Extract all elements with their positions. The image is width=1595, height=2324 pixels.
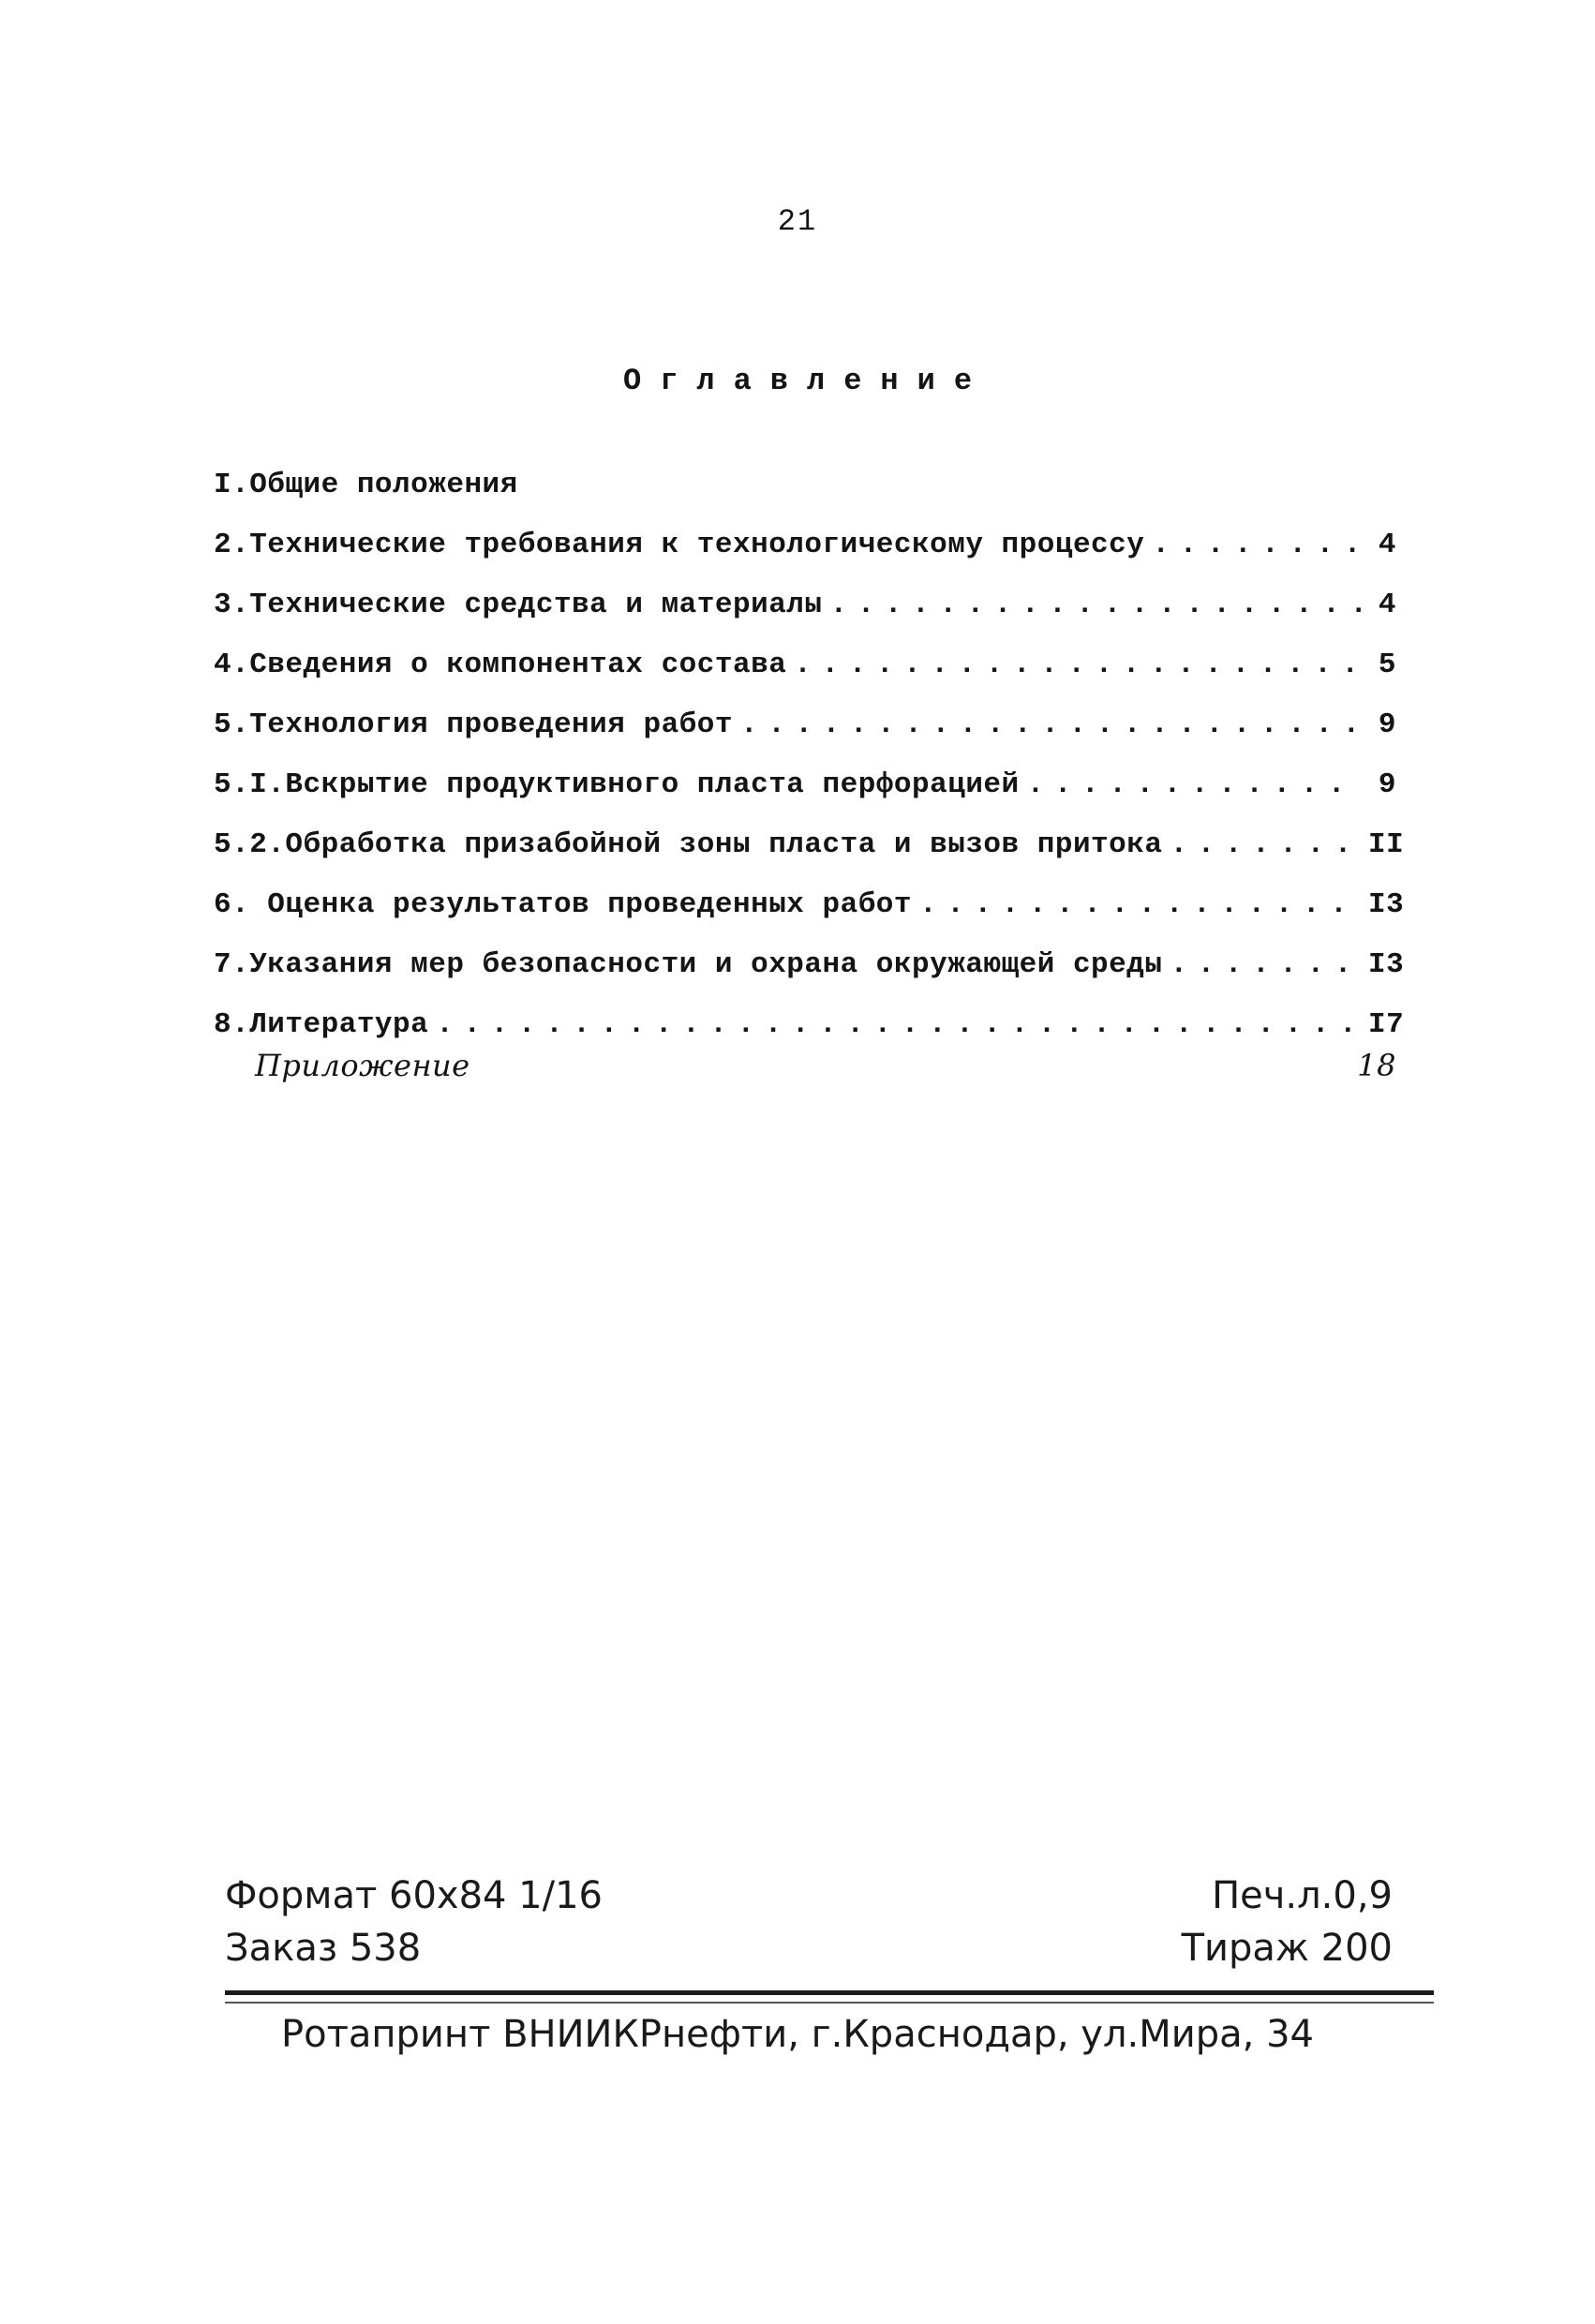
toc-leader-dots bbox=[436, 1008, 1361, 1041]
toc-item-safety-measures[interactable] bbox=[214, 948, 1405, 1008]
imprint-row bbox=[225, 1927, 1393, 1979]
imprint-sheets: Печ.л.0,9 bbox=[1212, 1874, 1393, 1917]
toc-item-appendix[interactable] bbox=[214, 1048, 1396, 1089]
toc-item-work-technology[interactable] bbox=[214, 708, 1396, 768]
toc-item-page: 4 bbox=[1378, 588, 1396, 621]
toc-item-label: 8.Литература bbox=[214, 1008, 429, 1041]
toc-item-results-evaluation[interactable] bbox=[214, 888, 1405, 948]
toc-item-label: 5.Технология проведения работ bbox=[214, 708, 733, 741]
toc-leader-dots bbox=[919, 888, 1361, 921]
toc-item-label: 7.Указания мер безопасности и охрана окружающей среды bbox=[214, 948, 1163, 981]
toc-title: Оглавление bbox=[622, 364, 991, 398]
toc-leader-dots bbox=[830, 588, 1361, 621]
toc-leader-dots bbox=[1152, 529, 1361, 561]
toc-item-page: I3 bbox=[1368, 888, 1405, 921]
toc-item-page: 5 bbox=[1378, 648, 1396, 681]
imprint-circulation: Тираж 200 bbox=[1181, 1927, 1393, 1970]
toc-item-page: 4 bbox=[1378, 529, 1396, 561]
toc-item-page: 18 bbox=[1357, 1048, 1396, 1083]
toc-item-label: 5.I.Вскрытие продуктивного пласта перфорацией bbox=[214, 768, 1020, 801]
toc-item-perforation[interactable] bbox=[214, 768, 1396, 828]
toc-item-bottomhole-treatment[interactable] bbox=[214, 828, 1405, 888]
toc-item-page: I7 bbox=[1368, 1008, 1405, 1041]
toc-item-page: 9 bbox=[1378, 708, 1396, 741]
toc-leader-dots bbox=[1170, 828, 1361, 861]
toc-item-technical-means[interactable] bbox=[214, 588, 1396, 648]
toc-item-label: 3.Технические средства и материалы bbox=[214, 588, 823, 621]
toc-item-label: 6. Оценка результатов проведенных работ bbox=[214, 888, 913, 921]
imprint-order: Заказ 538 bbox=[225, 1927, 422, 1970]
toc-item-page: 9 bbox=[1378, 768, 1396, 801]
toc-item-components-info[interactable] bbox=[214, 648, 1396, 708]
toc-leader-dots bbox=[1027, 768, 1361, 801]
toc-item-page: II bbox=[1368, 828, 1405, 861]
toc-item-label: Приложение bbox=[255, 1048, 470, 1083]
toc-item-label: 4.Сведения о компонентах состава bbox=[214, 648, 787, 681]
toc-item-label: 2.Технические требования к технологическому процессу bbox=[214, 529, 1145, 561]
toc-leader-dots bbox=[1170, 948, 1361, 981]
page-number: 21 bbox=[777, 204, 818, 239]
table-of-contents bbox=[214, 469, 1405, 1089]
toc-item-technical-requirements[interactable] bbox=[214, 529, 1396, 588]
imprint-divider bbox=[225, 1990, 1434, 1995]
toc-item-page: I3 bbox=[1368, 948, 1405, 981]
toc-item-label: 5.2.Обработка призабойной зоны пласта и вызов притока bbox=[214, 828, 1163, 861]
printer-info: Ротапринт ВНИИКРнефти, г.Краснодар, ул.Мира, 34 bbox=[280, 2013, 1314, 2056]
toc-leader-dots bbox=[740, 708, 1361, 741]
imprint-block bbox=[225, 1874, 1393, 1979]
imprint-divider-thin bbox=[225, 2002, 1434, 2004]
toc-leader-dots bbox=[794, 648, 1361, 681]
imprint-format: Формат 60х84 1/16 bbox=[225, 1874, 604, 1917]
toc-item-label: I.Общие положения bbox=[214, 469, 518, 501]
toc-item-general-provisions[interactable] bbox=[214, 469, 1396, 529]
imprint-row bbox=[225, 1874, 1393, 1927]
